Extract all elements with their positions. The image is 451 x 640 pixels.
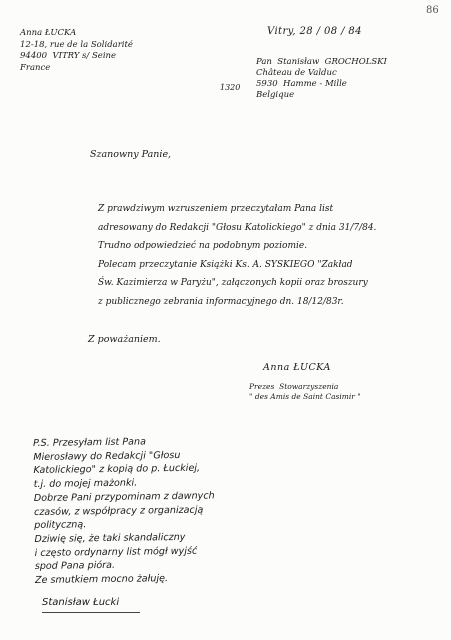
signature-title [249,382,361,402]
postscript [33,434,216,587]
page-number: 86 [426,5,439,16]
sender-line: Anna ŁUCKA [20,28,77,38]
salutation: Szanowny Panie, [90,149,172,160]
recipient-address [256,57,387,101]
reference-number: 1320 [220,83,241,92]
postscript-line: czasów, z współpracy z organizacją [33,504,204,518]
letter-body [98,200,376,312]
sender-line: 12-18, rue de la Solidarité [20,39,133,50]
postscript-line: P.S. Przesyłam list Pana [33,436,147,449]
body-line: Trudno odpowiedzieć na podobnym poziomie. [98,241,308,252]
signature-title-line: Prezes Stowarzyszenia [249,382,339,391]
postscript-signature-underline [42,612,140,613]
recipient-line: 5930 Hamme - Mille [256,79,347,89]
postscript-line: polityczną. [34,519,87,532]
recipient-line: Château de Valduc [256,68,337,78]
postscript-line: t.j. do mojej mażonki. [33,477,138,491]
sender-line: 94400 VITRY s/ Seine [20,51,117,61]
postscript-line: Mierosławy do Redakcji "Głosu [33,449,181,463]
sender-address [20,28,133,74]
body-line: adresowany do Redakcji "Głosu Katolickiego" z dnia 31/7/84. [98,222,377,233]
postscript-line: Dobrze Pani przypominam z dawnych [33,490,215,504]
signature-name: Anna ŁUCKA [263,362,331,373]
recipient-line: Belgique [256,90,295,100]
recipient-line: Pan Stanisław GROCHOLSKI [256,57,387,67]
body-line: Z prawdziwym wzruszeniem przeczytałam Pana list [98,204,334,214]
postscript-line: i często ordynarny list mógł wyjść [34,545,198,559]
body-line: z publicznego zebrania informacyjnego dn. 18/12/83r. [98,296,344,307]
letter-date: Vitry, 28 / 08 / 84 [267,26,362,37]
closing: Z poważaniem. [88,334,161,345]
body-line: Polecam przeczytanie Książki Ks. A. SYSKIEGO "Zakład [98,259,353,270]
postscript-line: spod Pana pióra. [34,560,116,573]
sender-line: France [20,62,51,73]
signature-title-line: " des Amis de Saint Casimir " [249,392,361,401]
postscript-line: Dziwię się, że taki skandaliczny [34,531,186,545]
body-line: Św. Kazimierza w Paryżu", załączonych kopii oraz broszury [98,278,368,289]
postscript-signature: Stanisław Łucki [42,597,120,608]
postscript-line: Katolickiego" z kopią do p. Łuckiej, [33,463,201,477]
postscript-line: Ze smutkiem mocno żałuję. [34,573,169,587]
